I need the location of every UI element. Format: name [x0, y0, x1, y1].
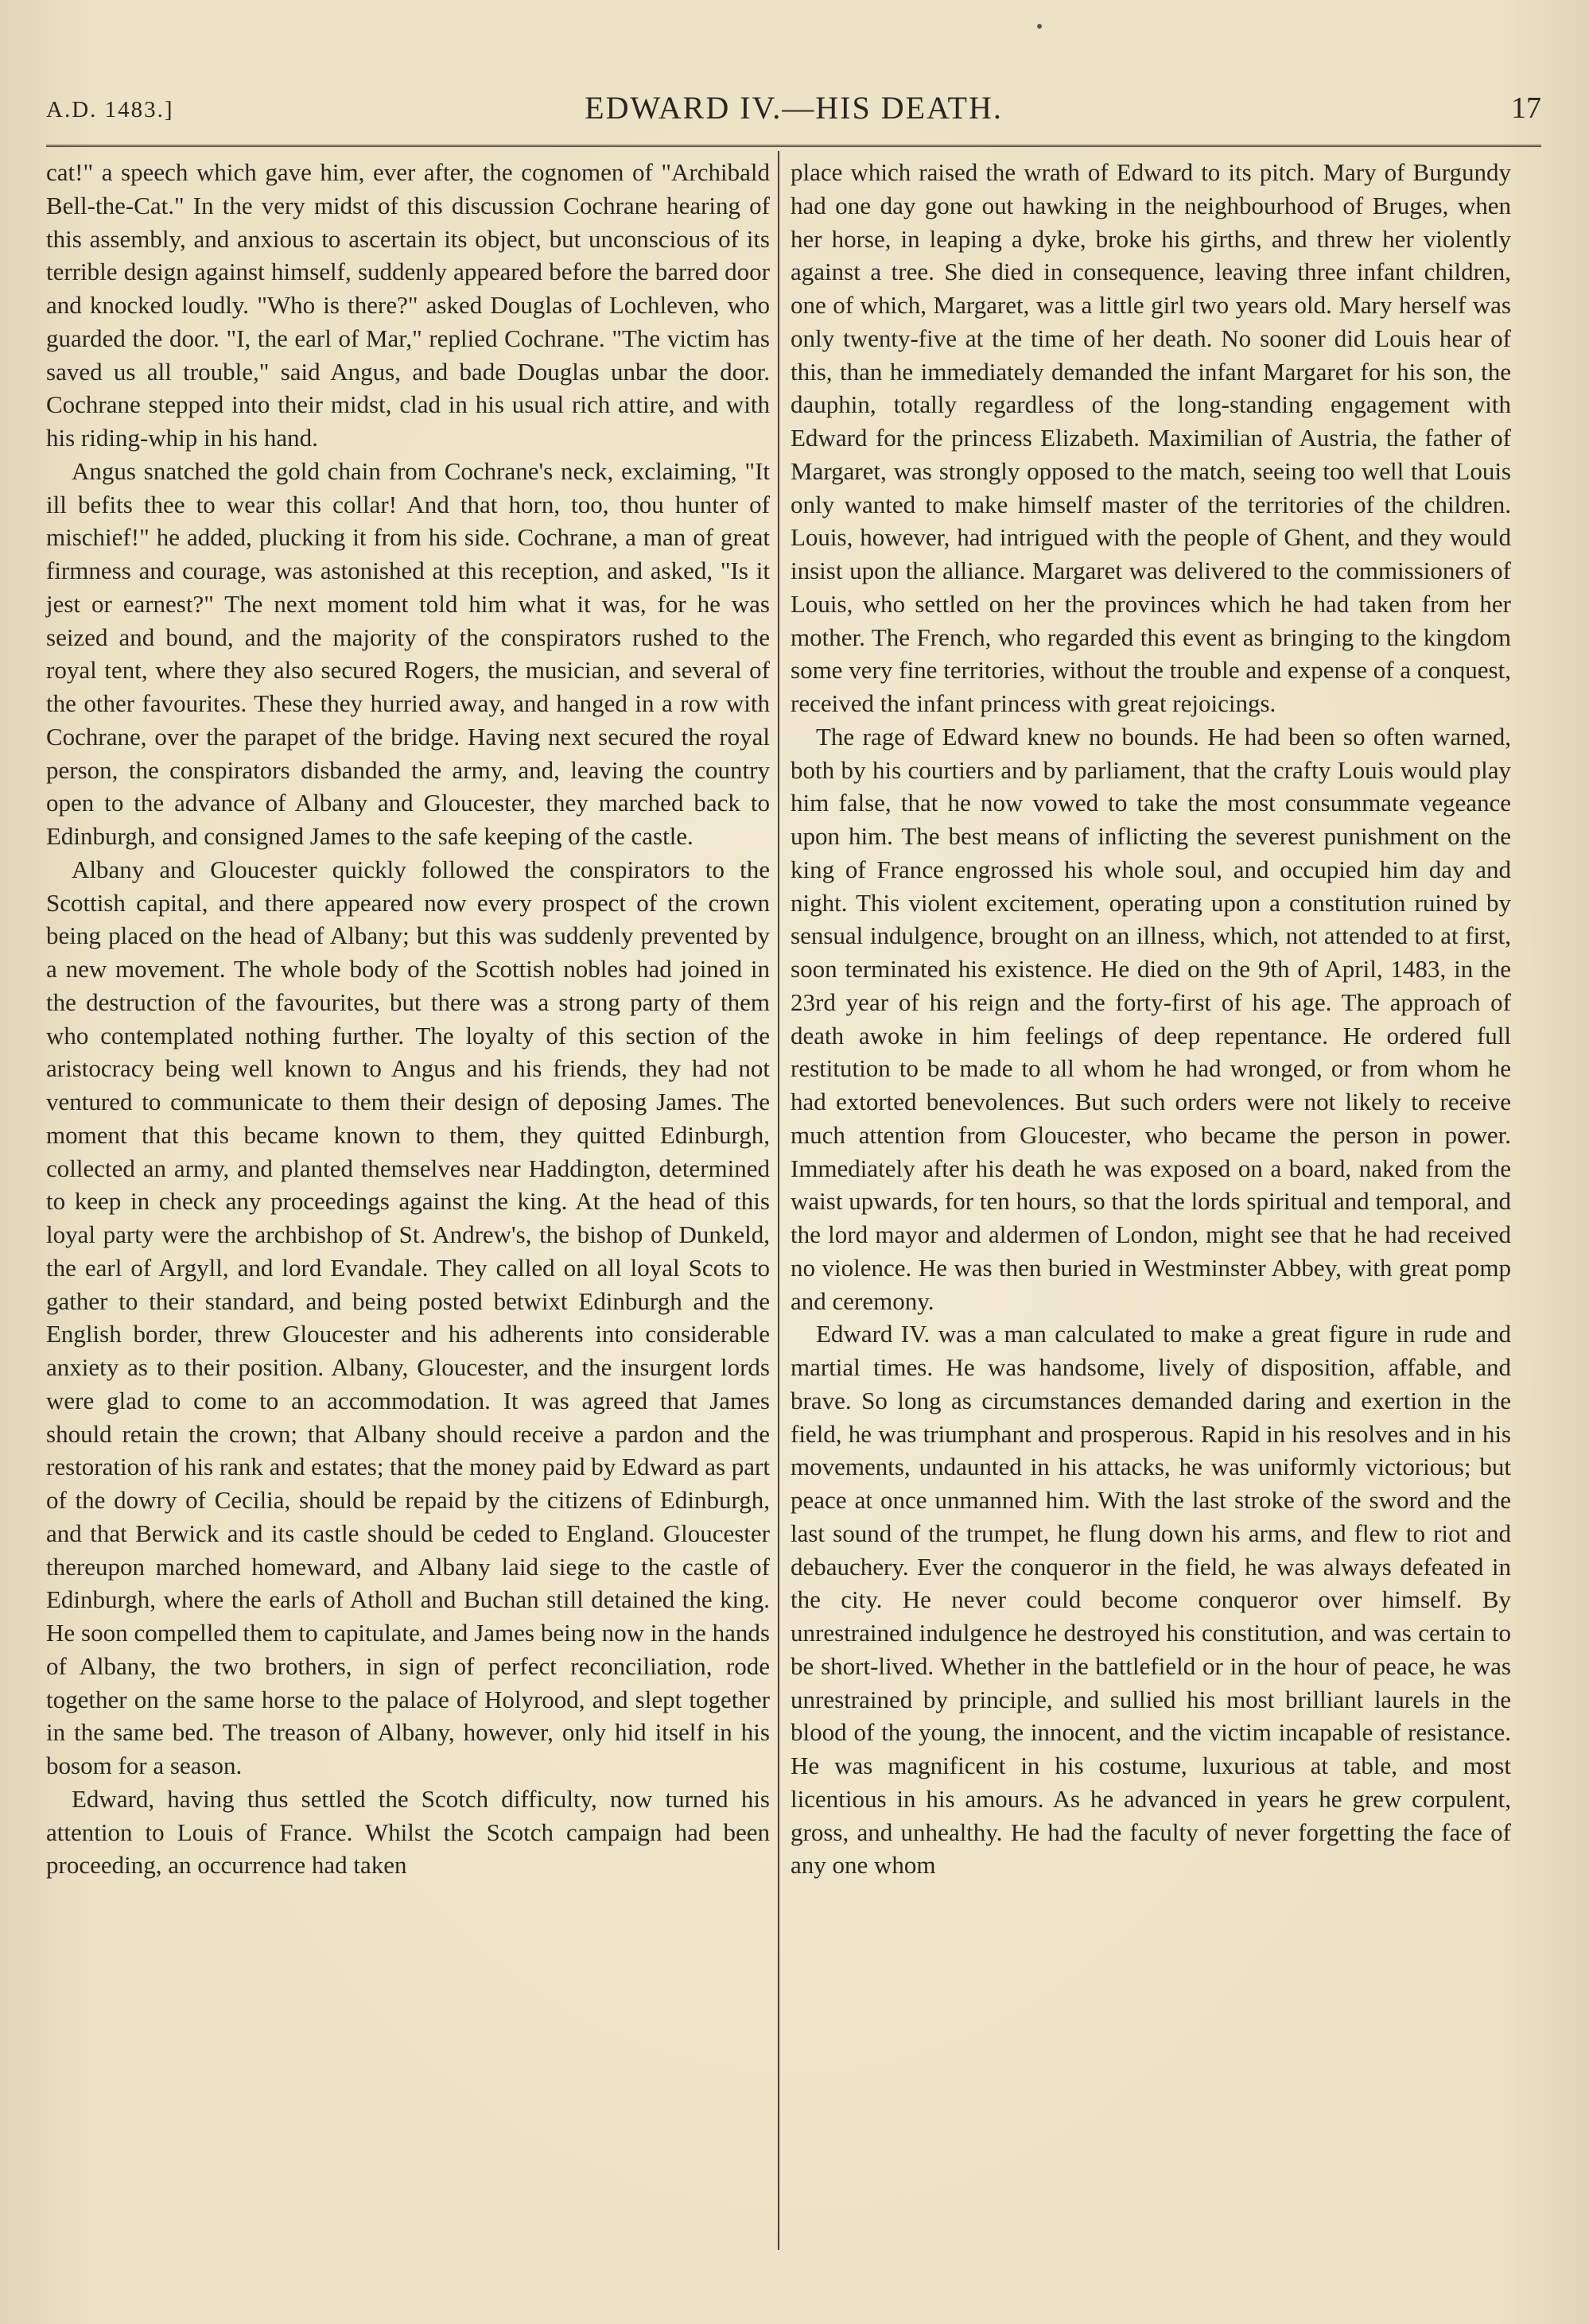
running-header — [46, 80, 1541, 135]
right-column — [791, 156, 1511, 1882]
paragraph: Albany and Gloucester quickly followed the conspirators to the Scottish capital, and there appeared now every prospect of the crown being placed on the head of Albany; but this was suddenly prevented by a new movement. The whole body of the Scottish nobles had joined in the destruction of the favourites, but there was a strong party of them who contemplated nothing further. The loyalty of this section of the aristocracy being well known to Angus and his friends, they had not ventured to communicate to them their design of deposing James. The moment that this became known to them, they quitted Edinburgh, collected an army, and planted themselves near Haddington, determined to keep in check any proceedings against the king. At the head of this loyal party were the archbishop of St. Andrew's, the bishop of Dunkeld, the earl of Argyll, and lord Evandale. They called on all loyal Scots to gather to their standard, and being posted betwixt Edinburgh and the English border, threw Gloucester and his adherents into considerable anxiety as to their position. Albany, Gloucester, and the insurgent lords were glad to come to an accommodation. It was agreed that James should retain the crown; that Albany should receive a pardon and the restoration of his rank and estates; that the money paid by Edward as part of the dowry of Cecilia, should be repaid by the citizens of Edinburgh, and that Berwick and its castle should be ceded to England. Gloucester thereupon marched homeward, and Albany laid siege to the castle of Edinburgh, where the earls of Atholl and Buchan still detained the king. He soon compelled them to capitulate, and James being now in the hands of Albany, the two brothers, in sign of perfect reconciliation, rode together on the same horse to the palace of Holyrood, and slept together in the same bed. The treason of Albany, however, only hid itself in his bosom for a season. — [46, 855, 770, 1779]
header-title: EDWARD IV.—HIS DEATH. — [585, 90, 1003, 126]
ink-speck — [1037, 24, 1042, 29]
paragraph: The rage of Edward knew no bounds. He had been so often warned, both by his courtiers and by parliament, that the crafty Louis would play him false, that he now vowed to take the most consummate vegeance upon him. The best means of inflicting the severest punishment on the king of France engrossed his whole soul, and occupied him day and night. This violent excitement, operating upon a constitution ruined by sensual indulgence, brought on an illness, which, not attended to at first, soon terminated his existence. He died on the 9th of April, 1483, in the 23rd year of his reign and the forty-first of his age. The approach of death awoke in him feelings of deep repentance. He ordered full restitution to be made to all whom he had wronged, or from whom he had extorted benevolences. But such orders were not likely to receive much attention from Gloucester, who became the person in power. Immediately after his death he was exposed on a board, naked from the waist upwards, for ten hours, so that the lords spiritual and temporal, and the lord mayor and aldermen of London, might see that he had received no violence. He was then buried in Westminster Abbey, with great pomp and ceremony. — [791, 722, 1511, 1315]
column-divider — [778, 151, 779, 2250]
paragraph: Edward, having thus settled the Scotch difficulty, now turned his attention to Louis of France. Whilst the Scotch campaign had been proceeding, an occurrence had taken — [46, 1784, 770, 1880]
paragraph: place which raised the wrath of Edward to its pitch. Mary of Burgundy had one day gone out hawking in the neighbourhood of Bruges, when her horse, in leaping a dyke, broke his girths, and threw her violently against a tree. She died in consequence, leaving three infant children, one of which, Margaret, was a little girl two years old. Mary herself was only twenty-five at the time of her death. No sooner did Louis hear of this, than he immediately demanded the infant Margaret for his son, the dauphin, totally regardless of the long-standing engagement with Edward for the princess Elizabeth. Maximilian of Austria, the father of Margaret, was strongly opposed to the match, seeing too well that Louis only wanted to make himself master of the territories of the children. Louis, however, had intrigued with the people of Ghent, and they would insist upon the alliance. Margaret was delivered to the commissioners of Louis, who settled on her the provinces which he had taken from her mother. The French, who regarded this event as bringing to the kingdom some very fine territories, without the trouble and expense of a conquest, received the infant princess with great rejoicings. — [791, 158, 1511, 717]
header-date: A.D. 1483.] — [46, 97, 174, 122]
left-column — [46, 156, 770, 1882]
page-number: 17 — [1511, 91, 1541, 125]
paragraph: Angus snatched the gold chain from Cochrane's neck, exclaiming, "It ill befits thee to wear this collar! And that horn, too, thou hunter of mischief!" he added, plucking it from his side. Cochrane, a man of great firmness and courage, was astonished at this reception, and asked, "Is it jest or earnest?" The next moment told him what it was, for he was seized and bound, and the majority of the conspirators rushed to the royal tent, where they also secured Rogers, the musician, and several of the other favourites. These they hurried away, and hanged in a row with Cochrane, over the parapet of the bridge. Having next secured the royal person, the conspirators disbanded the army, and, leaving the country open to the advance of Albany and Gloucester, they marched back to Edinburgh, and consigned James to the safe keeping of the castle. — [46, 456, 770, 850]
paragraph: cat!" a speech which gave him, ever after, the cognomen of "Archibald Bell-the-Cat." In the very midst of this discussion Cochrane hearing of this assembly, and anxious to ascertain its object, but unconscious of its terrible design against himself, suddenly appeared before the barred door and knocked loudly. "Who is there?" asked Douglas of Lochleven, who guarded the door. "I, the earl of Mar," replied Cochrane. "The victim has saved us all trouble," said Angus, and bade Douglas unbar the door. Cochrane stepped into their midst, clad in his usual rich attire, and with his riding-whip in his hand. — [46, 158, 770, 452]
header-rule — [46, 145, 1541, 147]
paragraph: Edward IV. was a man calculated to make a great figure in rude and martial times. He was handsome, lively of disposition, affable, and brave. So long as circumstances demanded daring and exertion in the field, he was triumphant and prosperous. Rapid in his resolves and in his movements, undaunted in his attacks, he was uniformly victorious; but peace at once unmanned him. With the last stroke of the sword and the last sound of the trumpet, he flung down his arms, and flew to riot and debauchery. Ever the conqueror in the field, he was always defeated in the city. He never could become conqueror over himself. By unrestrained indulgence he destroyed his constitution, and was certain to be short-lived. Whether in the battlefield or in the hour of peace, he was unrestrained by principle, and sullied his most brilliant laurels in the blood of the young, the innocent, and the victim incapable of resistance. He was magnificent in his costume, luxurious at table, and most licentious in his amours. As he advanced in years he grew corpulent, gross, and unhealthy. He had the faculty of never forgetting the face of any one whom — [791, 1320, 1511, 1880]
